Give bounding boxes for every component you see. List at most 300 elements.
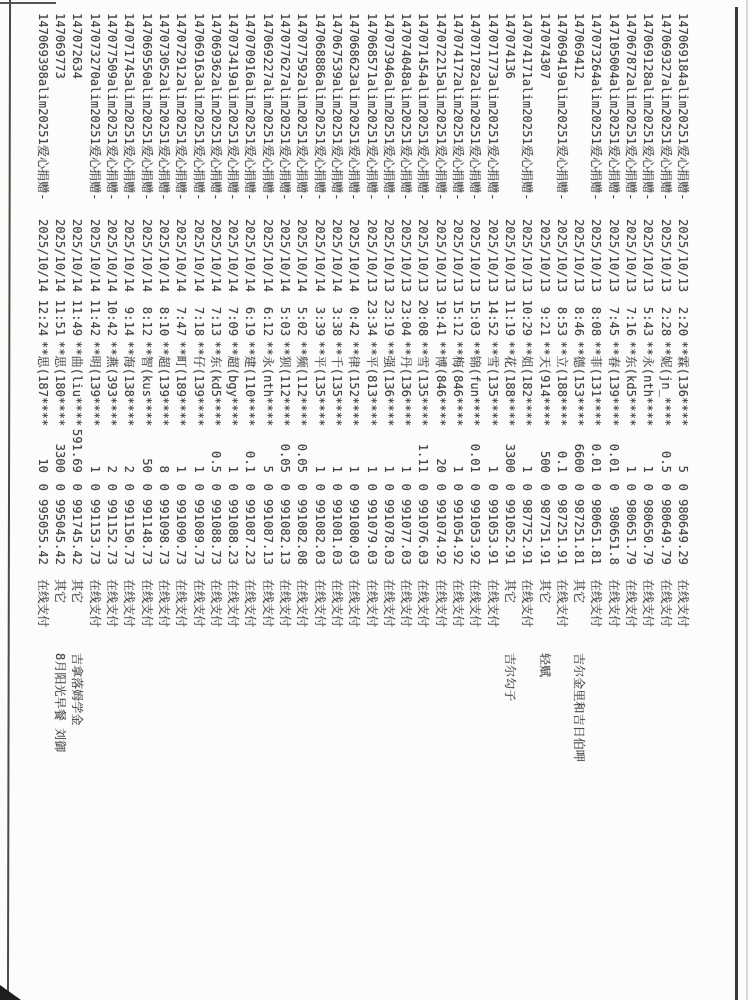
donation-datetime: 2025/10/13 19:41	[433, 219, 448, 337]
donor-masked-name: **妮(jn_****	[658, 341, 673, 427]
donation-id: 147069128alim20251爱心捐赠-	[641, 13, 656, 201]
donation-amount: 0.1	[243, 451, 258, 473]
payment-method: 其它	[53, 579, 68, 604]
zero-value: 0	[35, 483, 50, 491]
payment-method: 在线支付	[278, 579, 293, 628]
donation-datetime: 2025/10/14 11:51	[53, 219, 68, 337]
donation-datetime: 2025/10/13 23:19	[381, 219, 396, 337]
donation-id: 147072912alim20251爱心捐赠-	[174, 13, 189, 201]
donation-datetime: 2025/10/14 3:39	[312, 219, 327, 337]
zero-value: 0	[208, 483, 223, 491]
donation-datetime: 2025/10/14 7:09	[226, 219, 241, 337]
payment-method: 在线支付	[105, 579, 120, 628]
payment-method: 在线支付	[416, 579, 431, 628]
zero-value: 0	[624, 483, 639, 491]
ledger-row	[501, 5, 518, 997]
donation-id: 147069327alim20251爱心捐赠-	[658, 13, 673, 201]
donor-masked-name: **超(bgy****	[226, 341, 241, 427]
ledger-row	[466, 5, 483, 997]
donation-amount: 5	[676, 465, 690, 473]
donation-datetime: 2025/10/13 8:46	[572, 219, 587, 337]
donation-datetime: 2025/10/14 9:14	[122, 219, 137, 337]
balance-amount: 991152.73	[105, 499, 120, 565]
ledger-row	[605, 5, 622, 997]
donation-datetime: 2025/10/14 12:24	[35, 219, 50, 337]
donation-id: 147069362alim20251爱心捐赠-	[208, 13, 223, 201]
payment-method: 在线支付	[624, 579, 639, 628]
zero-value: 0	[122, 483, 137, 491]
payment-method: 其它	[572, 579, 587, 604]
ledger-rows	[0, 5, 742, 997]
balance-amount: 987251.91	[554, 499, 569, 565]
ledger-row	[657, 5, 674, 997]
balance-amount: 991053.92	[468, 499, 483, 565]
zero-value: 0	[433, 483, 448, 491]
ledger-row	[345, 5, 362, 997]
donation-datetime: 2025/10/14 7:13	[208, 219, 223, 337]
donation-amount: 2	[105, 465, 120, 473]
donation-datetime: 2025/10/13 5:43	[641, 219, 656, 337]
payment-method: 其它	[537, 579, 552, 604]
donation-id: 147069163alim20251爱心捐赠-	[191, 13, 206, 201]
ledger-row	[484, 5, 501, 997]
donation-id: 147074136	[503, 13, 517, 79]
ledger-row	[588, 5, 605, 997]
payment-method: 在线支付	[208, 579, 223, 628]
donation-id: 147071773alim20251爱心捐赠-	[485, 13, 500, 201]
zero-value: 0	[364, 483, 379, 491]
zero-value: 0	[243, 483, 258, 491]
payment-method: 在线支付	[468, 579, 483, 628]
balance-amount: 991087.23	[243, 499, 258, 565]
donation-id: 147069227alim20251爱心捐赠-	[260, 13, 275, 201]
payment-method: 在线支付	[554, 579, 569, 628]
balance-amount: 991053.91	[485, 499, 500, 565]
ledger-row	[432, 5, 449, 997]
donation-datetime: 2025/10/13 2:28	[658, 219, 673, 337]
balance-amount: 980651.8	[606, 506, 621, 565]
donation-id: 147067539alim20251爱心捐赠-	[330, 13, 344, 201]
donation-id: 147073264alim20251爱心捐赠-	[589, 13, 604, 201]
balance-amount: 991054.92	[451, 499, 466, 565]
payment-method: 在线支付	[330, 579, 344, 628]
zero-value: 0	[399, 483, 414, 491]
donation-datetime: 2025/10/13 7:16	[624, 219, 639, 337]
donation-amount: 20	[433, 458, 448, 473]
ledger-row	[207, 5, 224, 997]
balance-amount: 991153.73	[87, 499, 102, 565]
ledger-row	[639, 5, 656, 997]
payment-method: 在线支付	[122, 579, 137, 628]
balance-amount: 991081.03	[330, 499, 344, 565]
zero-value: 0	[572, 483, 587, 491]
balance-amount: 987251.81	[572, 499, 587, 565]
payment-method: 在线支付	[243, 579, 258, 628]
donor-masked-name: **明(139****	[87, 341, 102, 427]
donation-id: 147073419alim20251爱心捐赠-	[226, 13, 241, 201]
donation-amount: 1	[87, 465, 102, 473]
donation-id: 147077592alim20251爱心捐赠-	[295, 13, 310, 201]
payment-method: 其它	[70, 579, 85, 604]
ledger-row	[415, 5, 432, 997]
zero-value: 0	[191, 483, 206, 491]
balance-amount: 991088.23	[226, 499, 241, 565]
donation-id: 147077509alim20251爱心捐赠-	[105, 13, 120, 201]
donation-id: 147072634	[70, 13, 85, 79]
balance-amount: 995045.42	[53, 499, 68, 565]
donor-masked-name: **春(139****	[606, 341, 621, 427]
remark-note: 吉拿落姆学金	[70, 653, 85, 726]
donation-datetime: 2025/10/14 5:02	[295, 219, 310, 337]
ledger-row	[328, 5, 345, 997]
donation-amount: 1	[520, 465, 535, 473]
balance-amount: 991076.03	[416, 499, 431, 565]
donation-amount: 1	[330, 465, 344, 473]
balance-amount: 987752.91	[520, 499, 535, 565]
donation-id: 147074171alim20251爱心捐赠-	[520, 13, 535, 201]
ledger-row	[536, 5, 553, 997]
zero-value: 0	[295, 483, 310, 491]
donor-masked-name: **海(138****	[122, 341, 137, 427]
payment-method: 在线支付	[399, 579, 414, 628]
donor-masked-name: **千(135****	[330, 341, 344, 427]
donation-amount: 1	[399, 465, 414, 473]
donor-masked-name: **花(188****	[503, 341, 517, 427]
ledger-row	[293, 5, 310, 997]
donation-id: 147069773	[53, 13, 68, 79]
donation-amount: 1	[312, 465, 327, 473]
balance-amount: 987751.91	[537, 499, 552, 565]
donation-id: 147071782alim20251爱心捐赠-	[468, 13, 483, 201]
donation-id: 147069398alim20251爱心捐赠-	[35, 13, 50, 201]
donation-id: 147077627alim20251爱心捐赠-	[278, 13, 293, 201]
ledger-row	[34, 5, 51, 997]
donation-amount: 0.01	[589, 443, 604, 473]
ledger-row	[138, 5, 155, 997]
donor-masked-name: **永(nth****	[641, 341, 656, 427]
donation-amount: 1	[641, 465, 656, 473]
zero-value: 0	[70, 483, 85, 491]
donation-id: 147074048alim20251爱心捐赠-	[399, 13, 414, 201]
balance-amount: 991079.03	[364, 499, 379, 565]
donation-datetime: 2025/10/13 14:52	[485, 219, 500, 337]
ledger-row	[51, 5, 68, 997]
zero-value: 0	[347, 483, 362, 491]
zero-value: 0	[416, 483, 431, 491]
donation-id: 147074307	[537, 13, 552, 79]
zero-value: 0	[537, 483, 552, 491]
donation-amount: 0.05	[295, 443, 310, 473]
donation-datetime: 2025/10/14 11:49	[70, 219, 85, 337]
donor-masked-name: **频(112****	[295, 341, 310, 427]
zero-value: 0	[451, 483, 466, 491]
zero-value: 0	[641, 483, 656, 491]
ledger-row	[622, 5, 639, 997]
payment-method: 在线支付	[485, 579, 500, 628]
payment-method: 在线支付	[157, 579, 171, 628]
balance-amount: 991082.08	[295, 499, 310, 565]
donor-masked-name: **霖(136****	[676, 341, 690, 427]
donation-id: 147069412	[572, 13, 587, 79]
payment-method: 在线支付	[520, 579, 535, 628]
remark-note: 8月阳光早餐 刘御	[53, 653, 68, 753]
donation-datetime: 2025/10/14 7:18	[191, 219, 206, 337]
balance-amount: 991087.13	[260, 499, 275, 565]
donation-datetime: 2025/10/14 8:10	[157, 219, 171, 337]
zero-value: 0	[330, 483, 344, 491]
donation-datetime: 2025/10/14 5:03	[278, 219, 293, 337]
zero-value: 0	[105, 483, 120, 491]
ledger-row	[86, 5, 103, 997]
donor-masked-name: **狈(112****	[278, 341, 293, 427]
donation-amount: 0.1	[554, 451, 569, 473]
payment-method: 在线支付	[226, 579, 241, 628]
payment-method: 在线支付	[295, 579, 310, 628]
donor-masked-name: **强(136****	[381, 341, 396, 427]
ledger-row	[553, 5, 570, 997]
donation-amount: 1	[451, 465, 466, 473]
donation-datetime: 2025/10/14 6:12	[260, 219, 275, 337]
donor-masked-name: **町(189****	[174, 341, 189, 427]
ledger-row	[570, 5, 587, 997]
zero-value: 0	[468, 483, 483, 491]
balance-amount: 991088.73	[208, 499, 223, 565]
remark-note: 吉尔勾子	[503, 653, 517, 702]
donation-amount: 1.11	[416, 443, 431, 473]
donation-id: 147069419alim20251爱心捐赠-	[554, 13, 569, 201]
donation-datetime: 2025/10/13 10:29	[520, 219, 535, 337]
donor-masked-name: **东(kd5****	[208, 341, 223, 427]
payment-method: 在线支付	[589, 579, 604, 628]
donation-id: 147071745alim20251爱心捐赠-	[122, 13, 137, 201]
remark-note: 轻赋	[537, 653, 552, 678]
ledger-row	[155, 5, 172, 997]
donation-id: 147073270alim20251爱心捐赠-	[87, 13, 102, 201]
zero-value: 0	[174, 483, 189, 491]
donor-masked-name: **德(153****	[572, 341, 587, 427]
donor-masked-name: **平(813****	[364, 341, 379, 427]
donation-id: 147068623alim20251爱心捐赠-	[347, 13, 362, 201]
zero-value: 0	[53, 483, 68, 491]
donation-datetime: 2025/10/13 20:08	[416, 219, 431, 337]
ledger-row	[380, 5, 397, 997]
remark-note: 吉尔金里和吉日伯呷	[572, 653, 587, 762]
donor-masked-name: **燕(393****	[105, 341, 120, 427]
donation-datetime: 2025/10/14 3:38	[330, 219, 344, 337]
ledger-row	[276, 5, 293, 997]
ledger-row	[242, 5, 259, 997]
payment-method: 在线支付	[433, 579, 448, 628]
donor-masked-name: **姐(182****	[520, 341, 535, 427]
balance-amount: 980649.79	[658, 499, 673, 565]
donor-masked-name: **思(180****	[53, 341, 68, 427]
balance-amount: 980651.81	[589, 499, 604, 565]
donation-id: 147069550alim20251爱心捐赠-	[139, 13, 154, 201]
payment-method: 在线支付	[87, 579, 102, 628]
zero-value: 0	[606, 483, 621, 491]
donation-datetime: 2025/10/14 7:47	[174, 219, 189, 337]
balance-amount: 980649.29	[676, 499, 690, 565]
ledger-row	[363, 5, 380, 997]
donation-datetime: 2025/10/14 6:19	[243, 219, 258, 337]
payment-method: 在线支付	[606, 579, 621, 628]
donation-datetime: 2025/10/13 8:53	[554, 219, 569, 337]
donor-masked-name: **永(nth****	[260, 341, 275, 427]
donor-masked-name: **平(135****	[312, 341, 327, 427]
donation-amount: 0.05	[278, 443, 293, 473]
balance-amount: 991080.03	[347, 499, 362, 565]
donor-masked-name: **建(110****	[243, 341, 258, 427]
ledger-row	[311, 5, 328, 997]
donation-amount: 50	[139, 458, 154, 473]
ledger-row	[69, 5, 86, 997]
donation-amount: 8	[157, 465, 171, 473]
donor-masked-name: **雪(135****	[485, 341, 500, 427]
zero-value: 0	[381, 483, 396, 491]
payment-method: 在线支付	[35, 579, 50, 628]
donation-datetime: 2025/10/13 2:20	[676, 219, 690, 337]
payment-method: 在线支付	[381, 579, 396, 628]
payment-method: 在线支付	[139, 579, 154, 628]
balance-amount: 991052.91	[503, 499, 517, 565]
ledger-row	[172, 5, 189, 997]
donation-amount: 3300	[503, 443, 517, 473]
donor-masked-name: **超(139****	[157, 341, 171, 427]
donor-masked-name: **东(kd5****	[624, 341, 639, 427]
donation-datetime: 2025/10/13 15:03	[468, 219, 483, 337]
donation-amount: 1	[485, 465, 500, 473]
zero-value: 0	[139, 483, 154, 491]
zero-value: 0	[520, 483, 535, 491]
balance-amount: 991148.73	[139, 499, 154, 565]
payment-method: 在线支付	[658, 579, 673, 628]
ledger-row	[397, 5, 414, 997]
donation-amount: 10	[35, 458, 50, 473]
donation-amount: 0.5	[658, 451, 673, 473]
donation-id: 147105004alim20251爱心捐赠-	[606, 13, 621, 201]
donation-amount: 591.69	[70, 429, 85, 473]
donation-id: 147073946alim20251爱心捐赠-	[381, 13, 396, 201]
zero-value: 0	[312, 483, 327, 491]
donation-amount: 5	[260, 465, 275, 473]
donor-masked-name: **立(188****	[554, 341, 569, 427]
donor-masked-name: **曲(liu****	[70, 341, 85, 427]
donation-datetime: 2025/10/13 7:45	[606, 219, 621, 337]
donation-datetime: 2025/10/13 8:08	[589, 219, 604, 337]
zero-value: 0	[278, 483, 293, 491]
donation-amount: 500	[537, 451, 552, 473]
balance-amount: 991082.13	[278, 499, 293, 565]
donation-amount: 0.01	[606, 443, 621, 473]
payment-method: 其它	[503, 579, 517, 604]
ledger-row	[259, 5, 276, 997]
donor-masked-name: **律(152****	[347, 341, 362, 427]
donation-id: 147074172alim20251爱心捐赠-	[451, 13, 466, 201]
donation-datetime: 2025/10/13 23:04	[399, 219, 414, 337]
zero-value: 0	[658, 483, 673, 491]
balance-amount: 991089.73	[191, 499, 206, 565]
donation-datetime: 2025/10/14 0:42	[347, 219, 362, 337]
rotated-ledger	[0, 5, 742, 997]
payment-method: 在线支付	[260, 579, 275, 628]
payment-method: 在线支付	[191, 579, 206, 628]
donation-amount: 1	[191, 465, 206, 473]
donation-id: 147070916alim20251爱心捐赠-	[243, 13, 258, 201]
donation-amount: 1	[226, 465, 241, 473]
balance-amount: 991090.73	[174, 499, 189, 565]
donor-masked-name: **雪(135****	[416, 341, 431, 427]
ledger-row	[674, 5, 691, 997]
ledger-row	[103, 5, 120, 997]
donation-id: 147067872alim20251爱心捐赠-	[624, 13, 639, 201]
donor-masked-name: **智(kus****	[139, 341, 154, 427]
donation-amount: 1	[174, 465, 189, 473]
balance-amount: 991078.03	[381, 499, 396, 565]
zero-value: 0	[485, 483, 500, 491]
donation-amount: 1	[364, 465, 379, 473]
donation-amount: 1	[347, 465, 362, 473]
donation-amount: 2	[122, 465, 137, 473]
zero-value: 0	[676, 483, 690, 491]
donation-id: 147071454alim20251爱心捐赠-	[416, 13, 431, 201]
donor-masked-name: **梅(846****	[451, 341, 466, 427]
balance-amount: 991077.03	[399, 499, 414, 565]
donation-amount: 1	[624, 465, 639, 473]
ledger-row	[224, 5, 241, 997]
donation-amount: 1	[381, 465, 396, 473]
donation-datetime: 2025/10/13 15:12	[451, 219, 466, 337]
payment-method: 在线支付	[641, 579, 656, 628]
balance-amount: 995055.42	[35, 499, 50, 565]
donor-masked-name: **菲(131****	[589, 341, 604, 427]
donation-datetime: 2025/10/14 11:42	[87, 219, 102, 337]
donation-id: 147072215alim20251爱心捐赠-	[433, 13, 448, 201]
donation-amount: 0.01	[468, 443, 483, 473]
balance-amount: 980651.79	[624, 499, 639, 565]
balance-amount: 991074.92	[433, 499, 448, 565]
donation-datetime: 2025/10/14 8:12	[139, 219, 154, 337]
payment-method: 在线支付	[676, 579, 690, 628]
payment-method: 在线支付	[312, 579, 327, 628]
donor-masked-name: **天(914****	[537, 341, 552, 427]
donor-masked-name: **思(187****	[35, 341, 50, 427]
balance-amount: 980650.79	[641, 499, 656, 565]
ledger-row	[449, 5, 466, 997]
zero-value: 0	[589, 483, 604, 491]
donation-amount: 3300	[53, 443, 68, 473]
donor-masked-name: **仔(139****	[191, 341, 206, 427]
payment-method: 在线支付	[347, 579, 362, 628]
donation-amount: 6600	[572, 443, 587, 473]
donation-datetime: 2025/10/13 11:19	[503, 219, 517, 337]
donation-datetime: 2025/10/13 23:34	[364, 219, 379, 337]
zero-value: 0	[226, 483, 241, 491]
balance-amount: 991150.73	[122, 499, 137, 565]
ledger-row	[190, 5, 207, 997]
donor-masked-name: **博(846****	[433, 341, 448, 427]
balance-amount: 991098.73	[157, 499, 171, 565]
donation-datetime: 2025/10/13 9:21	[537, 219, 552, 337]
zero-value: 0	[87, 483, 102, 491]
donor-masked-name: **丹(136****	[399, 341, 414, 427]
payment-method: 在线支付	[451, 579, 466, 628]
donation-amount: 0.5	[208, 451, 223, 473]
zero-value: 0	[554, 483, 569, 491]
ledger-row	[120, 5, 137, 997]
donation-datetime: 2025/10/14 10:42	[105, 219, 120, 337]
payment-method: 在线支付	[364, 579, 379, 628]
donation-id: 147069184alim20251爱心捐赠-	[676, 13, 690, 201]
